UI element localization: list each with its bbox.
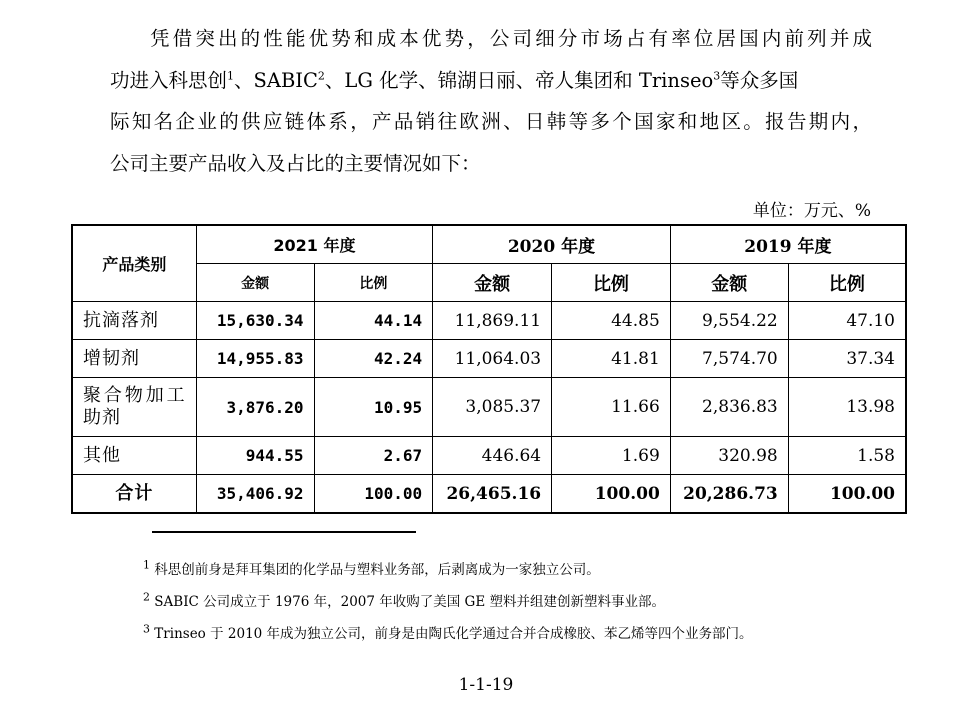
ratio-header: 比例 [788, 264, 906, 302]
ratio-cell: 13.98 [788, 378, 906, 437]
ratio-cell: 37.34 [788, 340, 906, 378]
year-header-2020: 2020 年度 [433, 225, 671, 264]
total-ratio-cell: 100.00 [314, 475, 433, 514]
category-cell: 增韧剂 [72, 340, 196, 378]
paragraph-text: 、SABIC [234, 68, 318, 92]
unit-label: 单位：万元、% [752, 201, 871, 221]
total-label: 合计 [72, 475, 196, 514]
footnote-ref-3[interactable]: 3 [713, 69, 721, 82]
paragraph-line-1: 凭借突出的性能优势和成本优势，公司细分市场占有率位居国内前列并成 [150, 27, 872, 50]
total-amount-cell: 35,406.92 [196, 475, 314, 514]
amount-cell: 320.98 [670, 437, 788, 475]
footnote-mark: 3 [143, 622, 150, 636]
year-header-2021: 2021 年度 [196, 225, 432, 264]
paragraph-text: 功进入科思创 [110, 68, 228, 92]
ratio-cell: 42.24 [314, 340, 433, 378]
footnote-ref-2[interactable]: 2 [317, 69, 325, 82]
category-cell: 抗滴落剂 [72, 302, 196, 340]
amount-cell: 15,630.34 [196, 302, 314, 340]
paragraph-line-4: 公司主要产品收入及占比的主要情况如下： [110, 151, 481, 175]
body-paragraph [110, 18, 872, 184]
amount-cell: 11,869.11 [433, 302, 552, 340]
table-row [72, 302, 906, 340]
footnote-3 [143, 622, 753, 642]
category-cell [72, 378, 196, 437]
total-ratio-cell: 100.00 [552, 475, 671, 514]
total-amount-cell: 26,465.16 [433, 475, 552, 514]
total-amount-cell: 20,286.73 [670, 475, 788, 514]
table-row [72, 378, 906, 437]
footnote-2 [143, 590, 665, 610]
amount-cell: 3,876.20 [196, 378, 314, 437]
footnote-divider [152, 531, 416, 533]
total-ratio-cell: 100.00 [788, 475, 906, 514]
ratio-header: 比例 [552, 264, 671, 302]
ratio-cell: 10.95 [314, 378, 433, 437]
ratio-cell: 1.58 [788, 437, 906, 475]
category-header: 产品类别 [72, 225, 196, 302]
footnote-mark: 2 [143, 590, 150, 604]
category-line: 聚合物加工 [83, 385, 186, 406]
paragraph-line-2 [110, 60, 872, 102]
table-total-row [72, 475, 906, 514]
footnote-1 [143, 558, 600, 578]
paragraph-text: 等众多国 [720, 68, 799, 92]
amount-header: 金额 [670, 264, 788, 302]
footnote-ref-1[interactable]: 1 [227, 69, 235, 82]
paragraph-line-3: 际知名企业的供应链体系，产品销往欧洲、日韩等多个国家和地区。报告期内， [110, 110, 872, 133]
amount-cell: 446.64 [433, 437, 552, 475]
amount-header: 金额 [196, 264, 314, 302]
amount-cell: 944.55 [196, 437, 314, 475]
ratio-cell: 47.10 [788, 302, 906, 340]
paragraph-text: 、LG 化学、锦湖日丽、帝人集团和 Trinseo [324, 68, 714, 92]
table-subheader-row [72, 264, 906, 302]
ratio-cell: 44.14 [314, 302, 433, 340]
table-row [72, 437, 906, 475]
ratio-cell: 1.69 [552, 437, 671, 475]
ratio-cell: 44.85 [552, 302, 671, 340]
amount-cell: 14,955.83 [196, 340, 314, 378]
table-row [72, 340, 906, 378]
ratio-cell: 41.81 [552, 340, 671, 378]
revenue-table [71, 224, 907, 514]
category-line: 助剂 [83, 407, 121, 428]
amount-cell: 9,554.22 [670, 302, 788, 340]
footnote-mark: 1 [143, 558, 150, 572]
amount-cell: 3,085.37 [433, 378, 552, 437]
ratio-cell: 11.66 [552, 378, 671, 437]
footnote-text: 科思创前身是拜耳集团的化学品与塑料业务部，后剥离成为一家独立公司。 [154, 562, 600, 578]
ratio-cell: 2.67 [314, 437, 433, 475]
amount-cell: 2,836.83 [670, 378, 788, 437]
table-header-row [72, 225, 906, 264]
amount-cell: 7,574.70 [670, 340, 788, 378]
category-cell: 其他 [72, 437, 196, 475]
page-number: 1-1-19 [458, 675, 514, 695]
footnote-text: Trinseo 于 2010 年成为独立公司，前身是由陶氏化学通过合并合成橡胶、苯乙烯等四个业务部门。 [154, 626, 753, 642]
ratio-header: 比例 [314, 264, 433, 302]
footnote-text: SABIC 公司成立于 1976 年，2007 年收购了美国 GE 塑料并组建创新塑料事业部。 [154, 594, 665, 610]
amount-cell: 11,064.03 [433, 340, 552, 378]
year-header-2019: 2019 年度 [670, 225, 906, 264]
amount-header: 金额 [433, 264, 552, 302]
